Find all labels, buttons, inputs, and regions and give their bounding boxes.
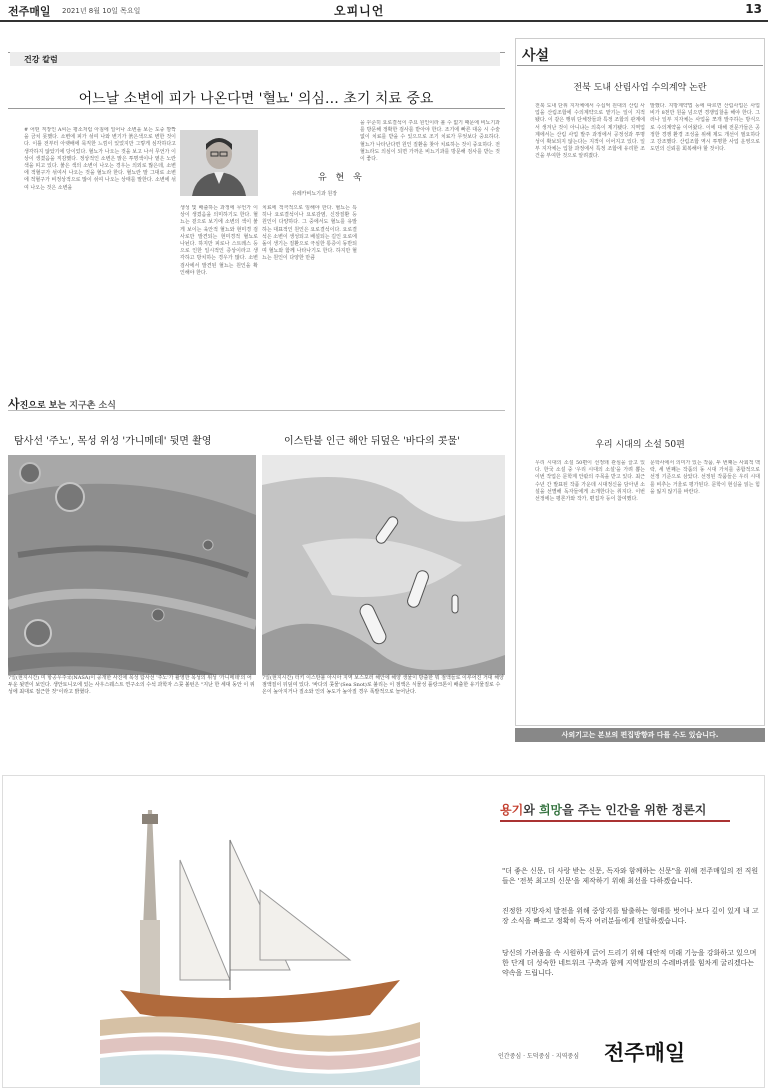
paper-name: 전주매일 — [8, 5, 51, 18]
health-column-body-4: 을 꾸준히 요로결석이 주요 원인이라 볼 수 없기 때문에 비뇨기과를 방문해 정확한 검사를 받아야 한다. 조기에 빠른 대응 시 수술 없이 치료를 받을 수 있으므로 조기 치료가 무엇보다 중요하다. 혈뇨가 나타난다면 원인 질환을 찾아 치료하는 것이 중요하다. 전혈뇨라도 의심이 되면 가까운 비뇨기과를 방문해 검사를 받는 것이 좋다. — [360, 120, 500, 163]
lighthouse-ship-illustration — [100, 800, 420, 1085]
ad-brand-logo: 전주매일 — [604, 1041, 686, 1065]
ad-title-mid: 와 — [523, 803, 539, 817]
health-column-body-2: 생성 및 배출하는 과정에 무언가 이상이 생겼음을 의미하기도 한다. 혈뇨는 겉으로 보기에 소변의 색이 붉게 보이는 육안적 혈뇨와 현미경 검사로만 발견되는 현미경적 혈뇨로 나뉜다. 하지만 피로나 스트레스 등으로 인한 일시적인 증상이라고 생각하고 방치하는 경우가 많다. 소변 검사에서 발견된 혈뇨는 원인을 확인해야 한다. — [180, 205, 258, 276]
issue-date: 2021년 8월 10일 목요일 — [62, 7, 141, 15]
column-author: 유 현 욱 — [318, 173, 365, 183]
author-photo — [180, 130, 258, 196]
health-column-body-1: # 어떤 직장인 A씨는 평소처럼 아침에 일어나 소변을 보는 도중 깜짝을 금치 못했다. 소변에 피가 섞여 나와 변기가 붉은색으로 변한 것이다. 이틀 전부터 아랫배에 묵직한 느낌이 있었지만 그렇게 심각하다고 생각하지 않았기에 당이었다. 혈뇨가 나오는 것을 보고 나서 무언가 이상이 생겼음을 직감했다. 정상적인 소변은 맑은 투명색이나 옅은 노란색을 띠고 있다. 붉은 색의 소변이 나오는 경우는 의외로 많은데, 소변에 적혈구가 섞여서 나오는 것을 혈뇨라 한다. 혈뇨란 말 그대로 소변에 적혈구가 비정상적으로 많이 섞여 나오는 상태를 말한다. 소변에 섞여 나오는 것은 소변을 — [24, 127, 176, 191]
photo1-caption: 7일(현지시간) 미 항공우주국(NASA)이 공개한 사진에 목성 탐사선 '주노'가 촬영한 목성의 위성 '가니메데'의 어두운 뒷면이 보인다. 생안토니오에 있는 사우스웨스트 연구소의 수석 과학자 스콧 볼턴은 "지난 한 세대 동안 이 위성에 최대로 접근한 것"이라고 밝혔다. — [8, 675, 256, 745]
ad-title-rule — [500, 820, 730, 822]
editorial-heading: 사설 — [522, 48, 550, 64]
editorial-heading-rule — [517, 65, 763, 66]
health-column-label: 건강 칼럼 — [10, 52, 500, 66]
ad-paragraph-3: 당신의 가려움을 속 시원하게 긁어 드리기 위해 대안적 미래 기능을 강화하고 있으며 한 단계 더 성숙한 네트워크 구축과 함께 지역발전의 수레바퀴를 힘차게 굴리겠다는 약속을 드립니다. — [502, 949, 757, 977]
health-column-title: 어느날 소변에 피가 나온다면 '혈뇨' 의심… 초기 치료 중요 — [78, 91, 434, 107]
editorial-2-body-a: 우리 시대의 소설 50편이 선정돼 관심을 끌고 있다. 한국 소설 중 '우리 시대의 소설'을 가려 뽑는 이번 작업은 문학계 안팎의 주목을 받고 있다. 최근 수년 간 발표된 작품 가운데 시대정신을 담아낸 소설을 선별해 독자들에게 소개한다는 취지다. 이번 선정에는 평론가와 작가, 편집자 등이 참여했다. — [535, 460, 645, 503]
ganymede-photo — [8, 455, 256, 745]
section-title: 오피니언 — [334, 4, 385, 18]
page-header — [0, 0, 768, 22]
editorial-1-body-a: 전북 도내 단위 지자체에서 수십억 원대의 산림 사업을 산림조합에 수의계약으로 맡기는 일이 지적 됐다. 이 같은 행위 단체장들과 특정 조합의 관계에서 생겨난 것이 아니냐는 의혹이 제기됐다. 지역업계에서는 산림 사업 발주 과정에서 공정성과 투명성이 확보되지 않는다는 지적이 이어지고 있다. 일부 지자체는 입찰 과정에서 특정 조합에 유리한 조건을 부여한 것으로 알려졌다. — [535, 103, 645, 160]
ad-title-keyword-1: 용기 — [500, 803, 524, 817]
photo2-title: 이스탄불 인근 해안 뒤덮은 '바다의 콧물' — [284, 436, 460, 447]
ad-title-rest: 을 주는 인간을 위한 정론지 — [562, 803, 707, 817]
ad-title — [500, 801, 706, 818]
editorial-disclaimer: 사외기고는 본보의 편집방향과 다를 수도 있습니다. — [515, 728, 765, 742]
ad-slogan: 인간중심 · 도덕중심 · 지역중심 — [498, 1053, 579, 1060]
editorial-2-body-b: 문학사에서 의미가 있는 작품, 두 번째는 사회적 맥락, 세 번째는 작품의 동 시대 가치를 종합적으로 선정 기준으로 삼았다. 선정된 작품들은 우리 시대를 비추는 거울로 평가된다. 문학이 현실을 읽는 힘을 잃지 않기를 바란다. — [650, 460, 760, 495]
photo1-title: 탐사선 '주노', 목성 위성 '가니메데' 뒷면 촬영 — [14, 436, 212, 447]
photo-section-label-rest: 진으로 보는 — [19, 401, 67, 411]
health-column-body-3: 치료에 적극적으로 임해야 한다. 혈뇨는 특히나 요로결석이나 요로감염, 신장질환 등 원인이 다양하다. 그 중에서도 혈뇨를 유발하는 대표적인 원인은 요로결석이다. 요로결석은 소변이 생성되고 배설되는 길인 요로에 돌이 생기는 질환으로 극심한 통증이 동반되며 혈뇨와 함께 나타나기도 한다. 하지만 혈뇨는 원인이 다양한 만큼 — [262, 205, 357, 262]
photo-section-initial: 사 — [8, 397, 20, 411]
photo2-caption: 7일(현지시간) 터키 이스탄불 아시아 지역 보스포러 해안에 해양 생물이 방출한 뭐 점액들로 이루어진 거대 해양 점액질이 뒤덮여 있다. '바다의 콧물'(Sea Snot)로 불리는 이 점액은 식물성 플랑크톤이 배출한 유기물질로 수온이 높아지거나 질소와 인의 농도가 높아질 경우 폭발적으로 늘어난다. — [262, 675, 505, 745]
photo-section-label-tail: 지구촌 소식 — [69, 401, 116, 411]
page-number: 13 — [745, 2, 762, 16]
editorial-1-body-b: 발했다. 지방계약법 등에 따르면 산림사업은 사업비가 8천만 원을 넘으면 경쟁입찰을 해야 한다. 그러나 일부 지자체는 사업을 쪼개 발주하는 방식으로 수의계약을 이어왔다. 이에 대해 전문가들은 공정한 경쟁 환경 조성을 위해 제도 개선이 필요하다고 강조했다. 산림조합 역시 투명한 사업 운영으로 도민의 신뢰를 회복해야 할 것이다. — [650, 103, 760, 153]
photo-section-divider — [8, 410, 505, 411]
ad-title-keyword-2: 희망 — [538, 803, 563, 817]
column-author-role: 유레카비뇨기과 원장 — [292, 191, 338, 197]
editorial-title-1: 전북 도내 산림사업 수의계약 논란 — [573, 83, 707, 93]
ad-paragraph-2: 진정한 지방자치 발전을 위해 중앙지를 탈출하는 형태를 벗어나 보다 깊이 있게 내 고장 소식을 빠르고 정확히 독자 여러분들에게 전달하겠습니다. — [502, 907, 759, 925]
editorial-title-2: 우리 시대의 소설 50편 — [595, 440, 685, 450]
ad-paragraph-1: "더 좋은 신문, 더 사랑 받는 신문, 독자와 함께하는 신문"을 위해 전주매일의 전 직원들은 '전북 최고의 신문'을 제작하기 위해 최선을 다하겠습니다. — [502, 867, 759, 885]
sea-snot-photo — [262, 455, 505, 745]
